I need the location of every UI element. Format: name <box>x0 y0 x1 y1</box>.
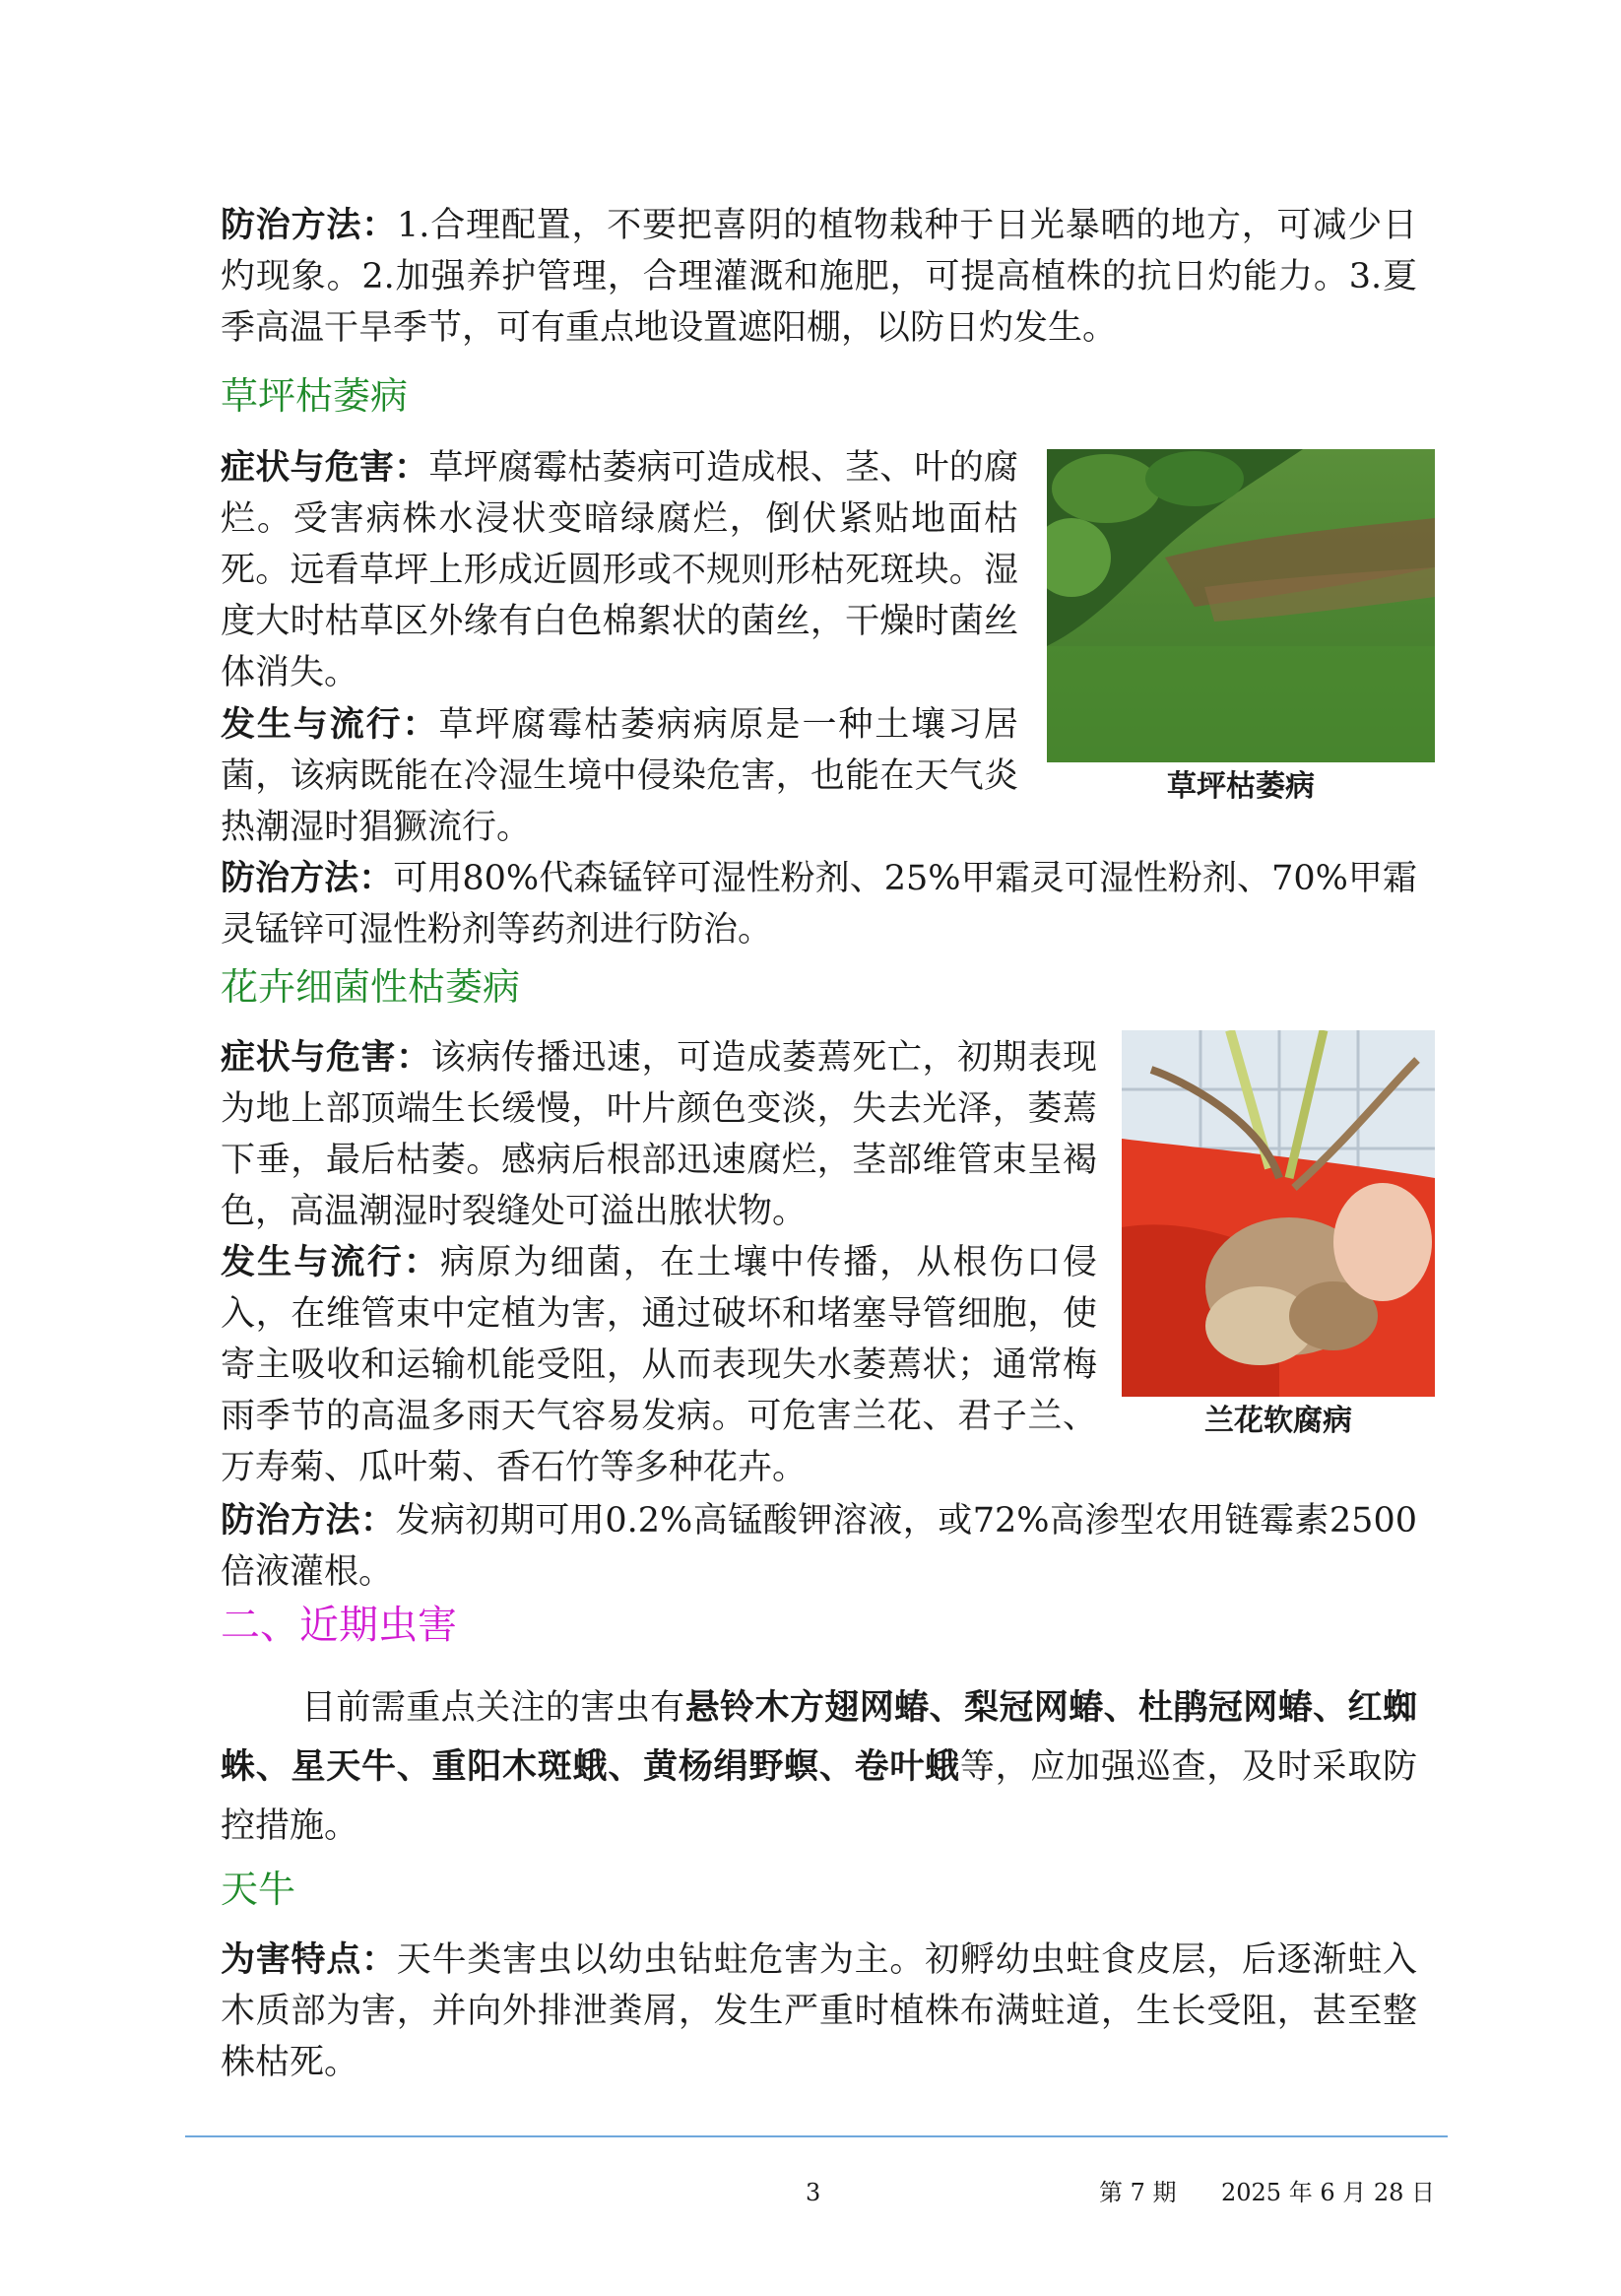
control-text: 可用80%代森锰锌可湿性粉剂、25%甲霜灵可湿性粉剂、70%甲霜灵锰锌可湿性粉剂等药剂进行防治。 <box>221 859 1417 950</box>
orchid-soft-rot-caption: 兰花软腐病 <box>1204 1404 1352 1438</box>
longhorn-heading: 天牛 <box>221 1868 296 1911</box>
damage-label: 为害特点： <box>221 1940 397 1980</box>
occurrence-text: 草坪腐霉枯萎病病原是一种土壤习居菌，该病既能在冷湿生境中侵染危害，也能在天气炎热潮湿时猖獗流行。 <box>221 705 1018 847</box>
orchard-soft-rot-photo <box>1122 1030 1435 1397</box>
control-label: 防治方法： <box>221 206 398 245</box>
lawn-blight-control-paragraph <box>221 853 1417 955</box>
pests-intro-pre: 目前需重点关注的害虫有 <box>301 1688 685 1728</box>
lawn-blight-photo <box>1047 449 1435 762</box>
lawn-photo-illustration <box>1047 449 1435 762</box>
control-text: 1.合理配置，不要把喜阴的植物栽种于日光暴晒的地方，可减少日灼现象。2.加强养护管理，合理灌溉和施肥，可提高植株的抗日灼能力。3.夏季高温干旱季节，可有重点地设置遮阳棚，以防日灼发生。 <box>221 206 1417 348</box>
footer-rule <box>185 2135 1448 2137</box>
flower-wilt-occurrence-paragraph <box>221 1237 1097 1493</box>
lawn-blight-occurrence-paragraph <box>221 699 1018 853</box>
sunburn-control-paragraph <box>221 200 1417 354</box>
issue-number: 第 7 期 <box>1099 2179 1177 2206</box>
occurrence-label: 发生与流行： <box>221 1243 441 1282</box>
pests-intro-post: 等，应加强巡查，及时采取防控措施。 <box>221 1747 1417 1846</box>
symptom-label: 症状与危害： <box>221 448 429 488</box>
flower-wilt-heading: 花卉细菌性枯萎病 <box>221 965 521 1009</box>
control-text: 发病初期可用0.2%高锰酸钾溶液，或72%高渗型农用链霉素2500倍液灌根。 <box>221 1501 1417 1592</box>
symptom-text: 草坪腐霉枯萎病可造成根、茎、叶的腐烂。受害病株水浸状变暗绿腐烂，倒伏紧贴地面枯死。远看草坪上形成近圆形或不规则形枯死斑块。湿度大时枯草区外缘有白色棉絮状的菌丝，干燥时菌丝体消失。 <box>221 448 1018 692</box>
pests-list: 悬铃木方翅网蝽、梨冠网蝽、杜鹃冠网蝽、红蜘蛛、星天牛、重阳木斑蛾、黄杨绢野螟、卷叶蛾 <box>221 1688 1417 1787</box>
flower-wilt-symptom-paragraph <box>221 1032 1097 1237</box>
control-label: 防治方法： <box>221 859 394 898</box>
occurrence-text: 病原为细菌，在土壤中传播，从根伤口侵入，在维管束中定植为害，通过破坏和堵塞导管细胞，使寄主吸收和运输机能受阻，从而表现失水萎蔫状；通常梅雨季节的高温多雨天气容易发病。可危害兰花、君子兰、万寿菊、瓜叶菊、香石竹等多种花卉。 <box>221 1243 1097 1487</box>
flower-wilt-control-paragraph <box>221 1495 1417 1598</box>
symptom-label: 症状与危害： <box>221 1038 431 1078</box>
damage-text: 天牛类害虫以幼虫钻蛀危害为主。初孵幼虫蛀食皮层，后逐渐蛀入木质部为害，并向外排泄粪屑，发生严重时植株布满蛀道，生长受阻，甚至整株枯死。 <box>221 1940 1417 2082</box>
issue-date: 2025 年 6 月 28 日 <box>1221 2179 1436 2206</box>
longhorn-damage-paragraph <box>221 1935 1417 2088</box>
lawn-blight-symptom-paragraph <box>221 442 1018 698</box>
pests-section-heading: 二、近期虫害 <box>221 1603 457 1648</box>
pests-intro-paragraph <box>221 1678 1417 1856</box>
lawn-blight-caption: 草坪枯萎病 <box>1167 769 1315 804</box>
control-label: 防治方法： <box>221 1501 396 1541</box>
page-number: 3 <box>806 2179 821 2206</box>
orchid-photo-illustration <box>1122 1030 1435 1397</box>
symptom-text: 该病传播迅速，可造成萎蔫死亡，初期表现为地上部顶端生长缓慢，叶片颜色变淡，失去光泽，萎蔫下垂，最后枯萎。感病后根部迅速腐烂，茎部维管束呈褐色，高温潮湿时裂缝处可溢出脓状物。 <box>221 1038 1097 1231</box>
lawn-blight-heading: 草坪枯萎病 <box>221 374 409 418</box>
occurrence-label: 发生与流行： <box>221 705 439 745</box>
